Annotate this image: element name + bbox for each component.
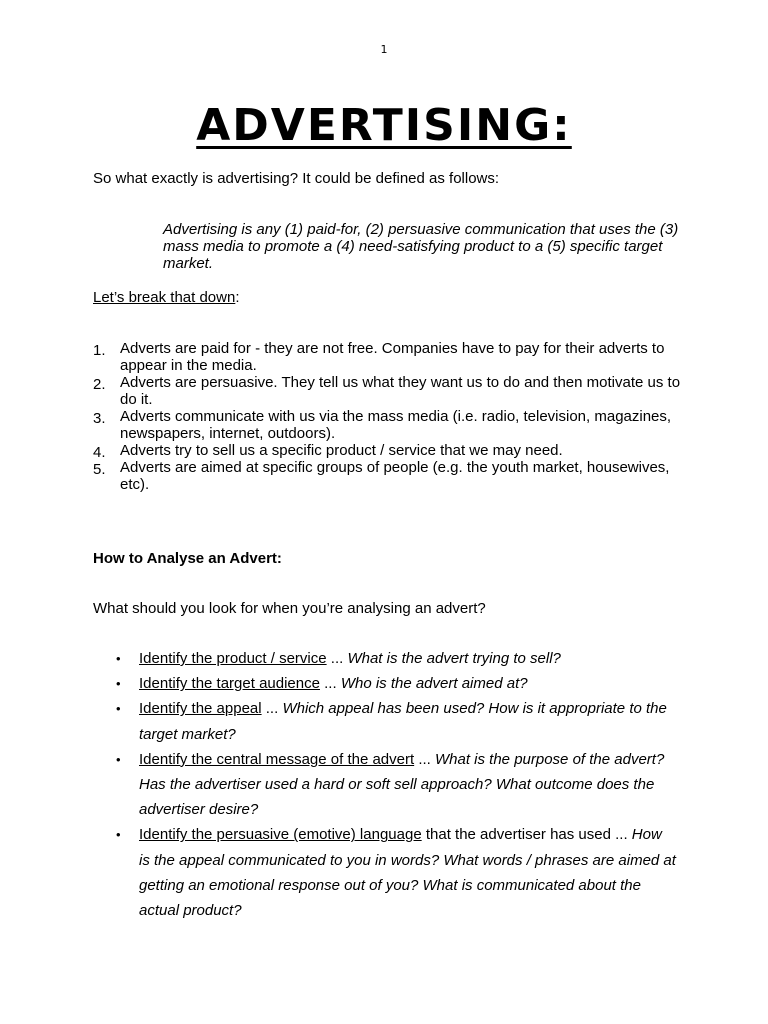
list-item (93, 340, 683, 374)
list-number: 2. (93, 376, 106, 393)
section-heading: How to Analyse an Advert: (93, 550, 282, 567)
bullet-item (116, 646, 676, 671)
intro-paragraph: So what exactly is advertising? It could be defined as follows: (93, 170, 500, 187)
bullet-item (116, 696, 676, 746)
list-item (93, 374, 683, 408)
list-item (93, 442, 683, 459)
bullet-question: Which appeal has been used? How is it appropriate to the target market? (139, 700, 667, 743)
list-number: 1. (93, 342, 106, 359)
list-item (93, 459, 683, 493)
analysis-bullet-list (116, 646, 676, 923)
bullet-item (116, 822, 676, 923)
bullet-question: What is the purpose of the advert? Has the advertiser used a hard or soft sell approach? What outcome does the advertiser desire? (139, 750, 665, 819)
bullet-label: Identify the target audience (139, 675, 320, 693)
breakdown-heading (93, 289, 240, 306)
list-item-text: Adverts try to sell us a specific product / service that we may need. (120, 442, 563, 459)
bullet-question: How is the appeal communicated to you in words? What words / phrases are aimed at getting an emotional response out of you? What is communicated about the actual product? (139, 826, 676, 920)
breakdown-list (93, 340, 683, 493)
list-number: 5. (93, 461, 106, 478)
list-item-text: Adverts are aimed at specific groups of people (e.g. the youth market, housewives, etc). (120, 459, 670, 493)
bullet-icon: • (116, 827, 121, 843)
question-paragraph: What should you look for when you’re analysing an advert? (93, 600, 486, 617)
list-item-text: Adverts communicate with us via the mass media (i.e. radio, television, magazines, newspapers, internet, outdoors). (120, 408, 672, 442)
list-item (93, 408, 683, 442)
bullet-label: Identify the product / service (139, 650, 327, 667)
bullet-label: Identify the appeal (139, 700, 262, 718)
bullet-connector: ... (414, 750, 435, 768)
list-number: 3. (93, 410, 106, 427)
bullet-question: What is the advert trying to sell? (347, 650, 561, 667)
list-number: 4. (93, 444, 106, 461)
bullet-icon: • (116, 651, 121, 666)
bullet-item (116, 747, 676, 823)
title-text: ADVERTISING: (196, 100, 572, 151)
definition-quote: Advertising is any (1) paid-for, (2) persuasive communication that uses the (3) mass media to promote a (4) need-satisfying product to a (5) specific target market. (163, 221, 679, 272)
bullet-item (116, 671, 676, 696)
breakdown-colon: : (235, 289, 240, 306)
page-number: 1 (380, 43, 388, 56)
bullet-connector: ... (261, 700, 283, 718)
list-item-text: Adverts are persuasive. They tell us what they want us to do and then motivate us to do it. (120, 374, 681, 408)
bullet-icon: • (116, 676, 121, 692)
bullet-connector: that the advertiser has used ... (421, 826, 632, 844)
bullet-question: Who is the advert aimed at? (340, 675, 528, 693)
list-item-text: Adverts are paid for - they are not free. Companies have to pay for their adverts to appear in the media. (120, 340, 665, 374)
breakdown-label: Let’s break that down (93, 289, 236, 306)
page-title (0, 98, 768, 154)
bullet-icon: • (116, 751, 121, 767)
bullet-connector: ... (326, 650, 348, 667)
bullet-connector: ... (319, 675, 341, 693)
bullet-icon: • (116, 701, 121, 717)
bullet-label: Identify the central message of the advert (139, 750, 415, 768)
bullet-label: Identify the persuasive (emotive) language (139, 826, 422, 844)
